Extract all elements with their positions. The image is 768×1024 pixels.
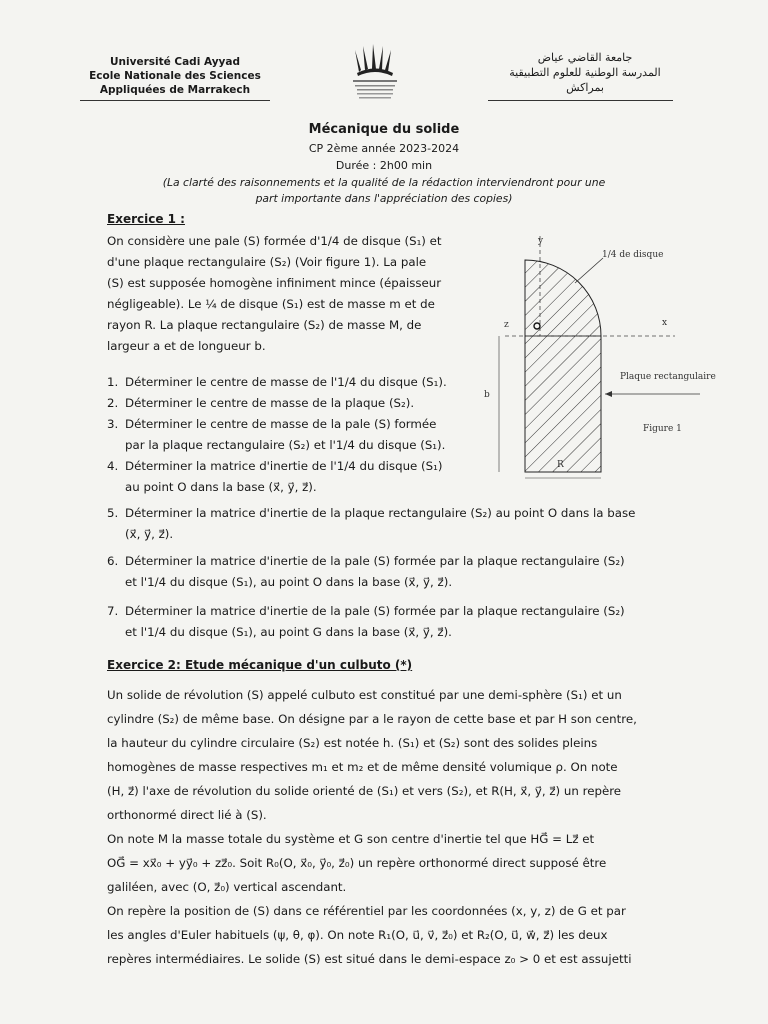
x-axis-label: x xyxy=(662,318,668,328)
header-right-line: بمراكش xyxy=(566,81,604,94)
ensa-logo-icon xyxy=(345,42,405,104)
university-header-left xyxy=(80,55,270,97)
question-number: 6. xyxy=(107,554,119,568)
exercise-1-intro xyxy=(107,231,482,357)
question-number: 7. xyxy=(107,604,119,618)
question-text: Déterminer le centre de masse de l'1/4 du disque (S₁). xyxy=(125,375,447,389)
question-number: 2. xyxy=(107,396,119,410)
body-line: On note M la masse totale du système et G son centre d'inertie tel que HG⃗ = Lz⃗ et xyxy=(107,832,595,846)
course-year: CP 2ème année 2023-2024 xyxy=(308,142,460,155)
intro-line: négligeable). Le ¼ de disque (S₁) est de masse m et de xyxy=(107,297,435,311)
body-line: galiléen, avec (O, z⃗₀) vertical ascendant. xyxy=(107,880,347,894)
exam-duration: Durée : 2h00 min xyxy=(335,159,433,172)
exam-note: (La clarté des raisonnements et la qualité de la rédaction interviendront pour une part importante dans l'appréciation des copies) xyxy=(162,176,606,205)
question-number: 1. xyxy=(107,375,119,389)
header-right-line: المدرسة الوطنية للعلوم التطبيقية xyxy=(509,66,661,79)
question-5 xyxy=(107,503,677,524)
body-line: les angles d'Euler habituels (ψ, θ, φ). On note R₁(O, u⃗, v⃗, z⃗₀) et R₂(O, u⃗, w⃗, z⃗) les deux xyxy=(107,928,608,942)
header-rule-left xyxy=(80,100,270,101)
header-left-line: Ecole Nationale des Sciences xyxy=(89,70,261,82)
question-1 xyxy=(107,372,477,393)
disk-label: 1/4 de disque xyxy=(602,250,664,260)
question-7 xyxy=(107,601,677,622)
body-line: cylindre (S₂) de même base. On désigne par a le rayon de cette base et par H son centre, xyxy=(107,712,637,726)
intro-line: rayon R. La plaque rectangulaire (S₂) de masse M, de xyxy=(107,318,422,332)
b-dimension-label: b xyxy=(484,390,490,400)
question-6 xyxy=(107,551,677,572)
exercise-1-title: Exercice 1 : xyxy=(107,212,185,226)
question-4 xyxy=(107,456,477,477)
question-text: Déterminer la matrice d'inertie de la pale (S) formée par la plaque rectangulaire (S₂) xyxy=(125,554,625,568)
body-line: orthonormé direct lié à (S). xyxy=(107,808,267,822)
body-line: Un solide de révolution (S) appelé culbuto est constitué par une demi-sphère (S₁) et un xyxy=(107,688,622,702)
page-title: Mécanique du solide xyxy=(308,122,460,137)
header-left-line: Appliquées de Marrakech xyxy=(99,84,251,96)
z-axis-label: z xyxy=(504,320,509,330)
body-line: la hauteur du cylindre circulaire (S₂) est notée h. (S₁) et (S₂) sont des solides pleins xyxy=(107,736,598,750)
question-6-cont: et l'1/4 du disque (S₁), au point O dans la base (x⃗, y⃗, z⃗). xyxy=(125,575,453,589)
header-left-line: Université Cadi Ayyad xyxy=(110,56,240,68)
university-header-right xyxy=(500,50,670,95)
question-number: 4. xyxy=(107,459,119,473)
question-text: Déterminer la matrice d'inertie de l'1/4 du disque (S₁) xyxy=(125,459,443,473)
intro-line: (S) est supposée homogène infiniment mince (épaisseur xyxy=(107,276,442,290)
body-line: (H, z⃗) l'axe de révolution du solide orienté de (S₁) et vers (S₂), et R(H, x⃗, y⃗, z⃗) un repère xyxy=(107,784,622,798)
rectangular-plate-shape xyxy=(525,336,601,472)
y-axis-label: y xyxy=(538,236,544,246)
question-number: 5. xyxy=(107,506,119,520)
question-text: Déterminer le centre de masse de la pale (S) formée xyxy=(125,417,437,431)
intro-line: On considère une pale (S) formée d'1/4 de disque (S₁) et xyxy=(107,234,442,248)
exercise-2-title: Exercice 2: Etude mécanique d'un culbuto (*) xyxy=(107,658,413,672)
question-text: Déterminer la matrice d'inertie de la pale (S) formée par la plaque rectangulaire (S₂) xyxy=(125,604,625,618)
question-7-cont: et l'1/4 du disque (S₁), au point G dans la base (x⃗, y⃗, z⃗). xyxy=(125,625,452,639)
plate-label: Plaque rectangulaire xyxy=(620,372,716,382)
question-list-1-4 xyxy=(107,372,477,498)
body-line: homogènes de masse respectives m₁ et m₂ et de même densité volumique ρ. On note xyxy=(107,760,618,774)
question-3 xyxy=(107,414,477,435)
intro-line: largeur a et de longueur b. xyxy=(107,339,266,353)
plate-arrow-head xyxy=(605,391,612,397)
quarter-disk-shape xyxy=(525,260,601,336)
question-text: Déterminer le centre de masse de la plaque (S₂). xyxy=(125,396,415,410)
question-number: 3. xyxy=(107,417,119,431)
body-line: On repère la position de (S) dans ce référentiel par les coordonnées (x, y, z) de G et par xyxy=(107,904,626,918)
intro-line: d'une plaque rectangulaire (S₂) (Voir figure 1). La pale xyxy=(107,255,427,269)
question-text: Déterminer la matrice d'inertie de la plaque rectangulaire (S₂) au point O dans la base xyxy=(125,506,636,520)
exercise-2-body xyxy=(107,683,667,971)
figure-1 xyxy=(485,228,725,490)
question-2 xyxy=(107,393,477,414)
body-line: repères intermédiaires. Le solide (S) est situé dans le demi-espace z₀ > 0 et est assujetti xyxy=(107,952,632,966)
header-right-line: جامعة القاضي عياض xyxy=(537,51,633,64)
r-dimension-label: R xyxy=(557,460,564,470)
header-rule-right xyxy=(488,100,673,101)
question-4-cont: au point O dans la base (x⃗, y⃗, z⃗). xyxy=(125,480,317,494)
disk-label-arrow xyxy=(575,258,603,283)
question-3-cont: par la plaque rectangulaire (S₂) et l'1/4 du disque (S₁). xyxy=(125,438,446,452)
question-list-5-7 xyxy=(107,503,677,643)
figure-caption: Figure 1 xyxy=(643,424,682,434)
body-line: OG⃗ = xx⃗₀ + yy⃗₀ + zz⃗₀. Soit R₀(O, x⃗₀, y⃗₀, z⃗₀) un repère orthonormé direct supposé être xyxy=(107,856,607,870)
question-5-cont: (x⃗, y⃗, z⃗). xyxy=(125,527,174,541)
